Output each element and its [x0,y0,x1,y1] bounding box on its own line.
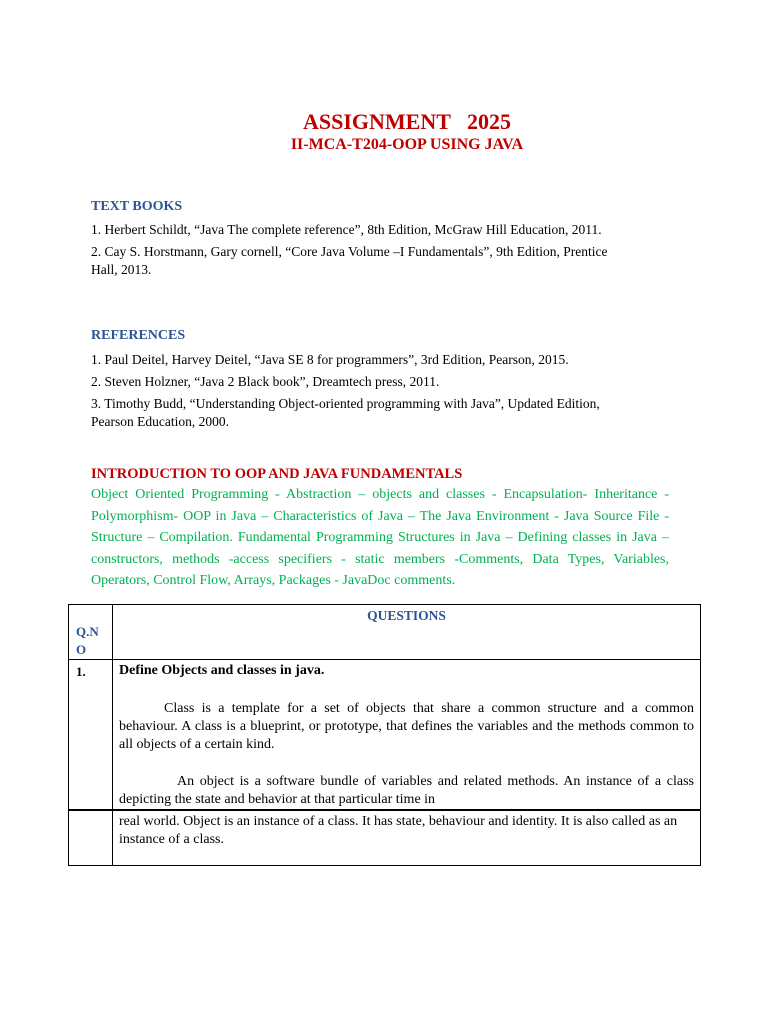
questions-table [68,604,701,866]
empty-number-cell [69,810,113,865]
question-number: 1. [76,664,86,679]
qno-header-cell [69,605,113,660]
page-title: ASSIGNMENT 2025 [302,109,512,134]
question-number-cell [69,660,113,811]
questions-header: QUESTIONS [367,608,446,623]
reference-item: 3. Timothy Budd, “Understanding Object-oriented programming with Java”, Updated Edition, Pearson Education, 2000. [91,396,600,429]
answer-paragraph: Class is a template for a set of objects that share a common structure and a common behaviour. A class is a blueprint, or prototype, that defines the variables and the methods common to all objects of a certain kind. [119,701,694,752]
question-title: Define Objects and classes in java. [119,663,325,678]
table-header-row [69,605,701,660]
questions-header-cell [113,605,701,660]
references-heading: REFERENCES [91,328,186,343]
question-cell [113,660,701,811]
text-book-item: 1. Herbert Schildt, “Java The complete reference”, 8th Edition, McGraw Hill Education, 2011. [91,222,602,237]
intro-heading: INTRODUCTION TO OOP AND JAVA FUNDAMENTALS [91,466,463,482]
reference-item: 1. Paul Deitel, Harvey Deitel, “Java SE 8 for programmers”, 3rd Edition, Pearson, 2015. [91,352,569,367]
table-row [69,810,701,865]
text-book-item: 2. Cay S. Horstmann, Gary cornell, “Core Java Volume –I Fundamentals”, 9th Edition, Prentice Hall, 2013. [91,244,608,277]
answer-continuation: real world. Object is an instance of a class. It has state, behaviour and identity. It is also called as an instance of a class. [119,814,678,847]
reference-item: 2. Steven Holzner, “Java 2 Black book”, Dreamtech press, 2011. [91,374,440,389]
qno-header: Q.N O [76,624,99,657]
intro-body: Object Oriented Programming - Abstraction – objects and classes - Encapsulation- Inheritance - Polymorphism- OOP in Java – Characteristics of Java – The Java Environment - Java Source File -Structure – Compilation. Fundamental Programming Structures in Java – Defining classes in Java – constructors, methods -access specifiers - static members -Comments, Data Types, Variables, Operators, Control Flow, Arrays, Packages - JavaDoc comments. [91,487,669,588]
table-row [69,660,701,811]
answer-paragraph: An object is a software bundle of variables and related methods. An instance of a class depicting the state and behavior at that particular time in [119,774,694,807]
text-books-heading: TEXT BOOKS [91,199,183,214]
course-subtitle: II-MCA-T204-OOP USING JAVA [290,136,524,153]
answer-continuation-cell [113,810,701,865]
